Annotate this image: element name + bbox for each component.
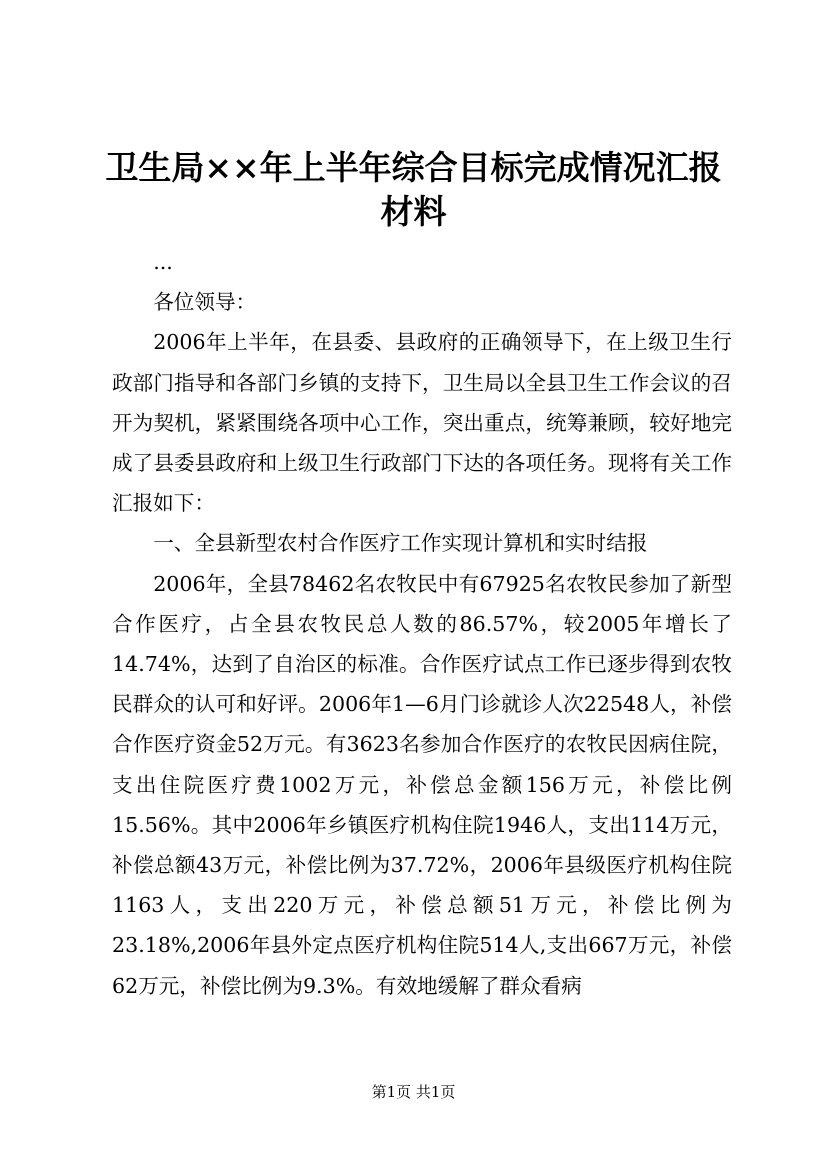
- intro-paragraph: 2006年上半年，在县委、县政府的正确领导下，在上级卫生行政部门指导和各部门乡镇的支持下，卫生局以全县卫生工作会议的召开为契机，紧紧围绕各项中心工作，突出重点，统筹兼顾，较好地完成了县委县政府和上级卫生行政部门下达的各项任务。现将有关工作汇报如下：: [112, 330, 732, 516]
- ellipsis-line: ...: [153, 250, 173, 274]
- salutation: 各位领导：: [153, 290, 257, 315]
- section-heading-1: 一、全县新型农村合作医疗工作实现计算机和实时结报: [153, 531, 648, 556]
- section-1-paragraph: 2006年，全县78462名农牧民中有67925名农牧民参加了新型合作医疗，占全县农牧民总人数的86.57%，较2005年增长了14.74%，达到了自治区的标准。合作医疗试点工作已逐步得到农牧民群众的认可和好评。2006年1—6月门诊就诊人次22548人，补偿合作医疗资金52万元。有3623名参加合作医疗的农牧民因病住院，支出住院医疗费1002万元，补偿总金额156万元，补偿比例15.56%。其中2006年乡镇医疗机构住院1946人，支出114万元，补偿总额43万元，补偿比例为37.72%，2006年县级医疗机构住院1163人，支出220万元，补偿总额51万元，补偿比例为23.18%,2006年县外定点医疗机构住院514人,支出667万元，补偿62万元，补偿比例为9.3%。有效地缓解了群众看病: [112, 571, 732, 998]
- document-title: 卫生局××年上半年综合目标完成情况汇报材料: [105, 148, 722, 231]
- document-body: [112, 242, 732, 1006]
- page-footer: 第1页 共1页: [371, 1083, 456, 1101]
